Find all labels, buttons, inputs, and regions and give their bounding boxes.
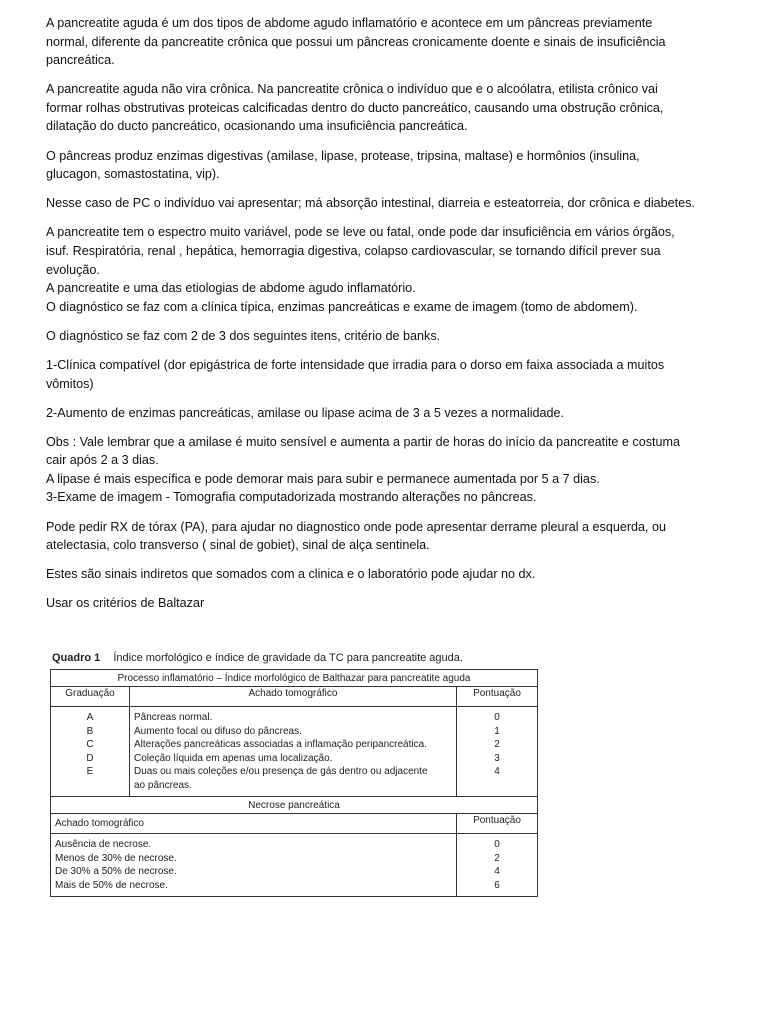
section2-title: Necrose pancreática xyxy=(51,797,538,814)
section1-title: Processo inflamatório – Índice morfológico de Balthazar para pancreatite aguda xyxy=(51,670,538,687)
cell-line: A xyxy=(86,712,94,723)
text-line: Usar os critérios de Baltazar xyxy=(46,596,205,611)
paragraph xyxy=(46,518,728,555)
cell-line: Ausência de necrose. xyxy=(55,839,152,850)
table-caption-text: Índice morfológico e índice de gravidade da TC para pancreatite aguda. xyxy=(113,652,463,664)
text-line: 2-Aumento de enzimas pancreáticas, amilase ou lipase acima de 3 a 5 vezes a normalidade. xyxy=(46,405,565,420)
scores-cell xyxy=(457,707,538,797)
cell-line: 1 xyxy=(494,725,500,737)
cell-line: Mais de 50% de necrose. xyxy=(55,879,168,891)
text-line: O pâncreas produz enzimas digestivas (amilase, lipase, protease, tripsina, maltase) e hormônios (insulina, xyxy=(46,148,640,163)
cell-line: Menos de 30% de necrose. xyxy=(55,852,177,864)
findings-cell xyxy=(130,707,457,797)
paragraph xyxy=(46,14,728,70)
cell-line: 6 xyxy=(494,879,500,891)
text-line: Nesse caso de PC o indivíduo vai apresentar; má absorção intestinal, diarreia e esteatorreia, dor crônica e diabetes. xyxy=(46,196,695,211)
balthazar-table-figure xyxy=(50,652,540,897)
text-line: isuf. Respiratória, renal , hepática, hemorragia digestiva, colapso cardiovascular, se tornando difícil prever sua xyxy=(46,243,661,258)
paragraph xyxy=(46,404,728,423)
text-line: A pancreatite aguda é um dos tipos de abdome agudo inflamatório e acontece em um pâncreas previamente xyxy=(46,16,653,30)
text-line: Obs : Vale lembrar que a amilase é muito sensível e aumenta a partir de horas do início da pancreatite e costuma xyxy=(46,434,680,449)
cell-line: B xyxy=(86,725,94,737)
text-line: Estes são sinais indiretos que somados com a clinica e o laboratório pode ajudar no dx. xyxy=(46,567,536,582)
cell-line: ao pâncreas. xyxy=(134,779,192,791)
cell-line: 2 xyxy=(494,852,500,864)
cell-line: Duas ou mais coleções e/ou presença de gás dentro ou adjacente xyxy=(134,766,428,777)
text-line: pancreática. xyxy=(46,53,115,68)
col2-header-score: Pontuação xyxy=(457,814,538,834)
cell-line: Pâncreas normal. xyxy=(134,712,213,723)
text-line: Pode pedir RX de tórax (PA), para ajudar no diagnostico onde pode apresentar derrame pleural a esquerda, ou xyxy=(46,519,667,534)
cell-line: Aumento focal ou difuso do pâncreas. xyxy=(134,725,302,737)
text-line: glucagon, somastostatina, vip). xyxy=(46,167,220,182)
cell-line: De 30% a 50% de necrose. xyxy=(55,866,177,877)
col-header-grade: Graduação xyxy=(51,687,130,707)
cell-line: 3 xyxy=(494,752,500,764)
paragraph xyxy=(46,327,728,346)
text-line: formar rolhas obstrutivas proteicas calcificadas dentro do ducto pancreático, causando uma obstrução crônica, xyxy=(46,100,664,115)
paragraph xyxy=(46,223,728,316)
paragraph xyxy=(46,147,728,184)
text-line: A lipase é mais específica e pode demorar mais para subir e permanece aumentada por 5 a 7 dias. xyxy=(46,471,600,486)
text-line: 3-Exame de imagem - Tomografia computadorizada mostrando alterações no pâncreas. xyxy=(46,490,537,505)
cell-line: 2 xyxy=(494,739,500,750)
col-header-score: Pontuação xyxy=(457,687,538,707)
text-line: normal, diferente da pancreatite crônica que possui um pâncreas cronicamente doente e sinais de insuficiência xyxy=(46,34,666,49)
text-line: O diagnóstico se faz com 2 de 3 dos seguintes itens, critério de banks. xyxy=(46,328,441,343)
text-line: vômitos) xyxy=(46,376,94,391)
cell-line: 0 xyxy=(494,839,500,850)
text-line: O diagnóstico se faz com a clínica típica, enzimas pancreáticas e exame de imagem (tomo de abdomem). xyxy=(46,299,638,314)
paragraph xyxy=(46,356,728,393)
paragraph xyxy=(46,594,728,613)
text-line: A pancreatite e uma das etiologias de abdome agudo inflamatório. xyxy=(46,281,416,296)
text-line: dilatação do ducto pancreático, ocasionando uma insuficiência pancreática. xyxy=(46,119,468,134)
paragraph xyxy=(46,194,728,213)
paragraph xyxy=(46,433,728,507)
col-header-finding: Achado tomográfico xyxy=(130,687,457,707)
cell-line: C xyxy=(86,739,94,750)
grades-cell xyxy=(51,707,130,797)
balthazar-table xyxy=(50,669,538,897)
table-caption-label: Quadro 1 xyxy=(52,652,101,664)
col2-header-finding: Achado tomográfico xyxy=(51,814,457,834)
text-line: A pancreatite aguda não vira crônica. Na pancreatite crônica o indivíduo que e o alcoólatra, etilista crônico vai xyxy=(46,82,658,97)
cell-line: 4 xyxy=(494,766,500,777)
text-line: A pancreatite tem o espectro muito variável, pode se leve ou fatal, onde pode dar insuficiência em vários órgãos, xyxy=(46,225,675,240)
cell-line: D xyxy=(86,752,94,764)
text-line: cair após 2 a 3 dias. xyxy=(46,453,159,468)
cell-line: Alterações pancreáticas associadas a inflamação peripancreática. xyxy=(134,739,427,750)
document-body xyxy=(46,14,728,613)
necrosis-findings-cell xyxy=(51,834,457,897)
text-line: atelectasia, colo transverso ( sinal de gobiet), sinal de alça sentinela. xyxy=(46,538,430,553)
cell-line: Coleção líquida em apenas uma localização. xyxy=(134,752,333,764)
text-line: evolução. xyxy=(46,262,100,277)
paragraph xyxy=(46,80,728,136)
cell-line: 0 xyxy=(494,712,500,723)
cell-line: E xyxy=(86,766,94,777)
text-line: 1-Clínica compatível (dor epigástrica de forte intensidade que irradia para o dorso em faixa associada a muitos xyxy=(46,357,665,372)
table-caption xyxy=(52,652,540,664)
cell-line: 4 xyxy=(494,866,500,877)
necrosis-scores-cell xyxy=(457,834,538,897)
paragraph xyxy=(46,565,728,584)
